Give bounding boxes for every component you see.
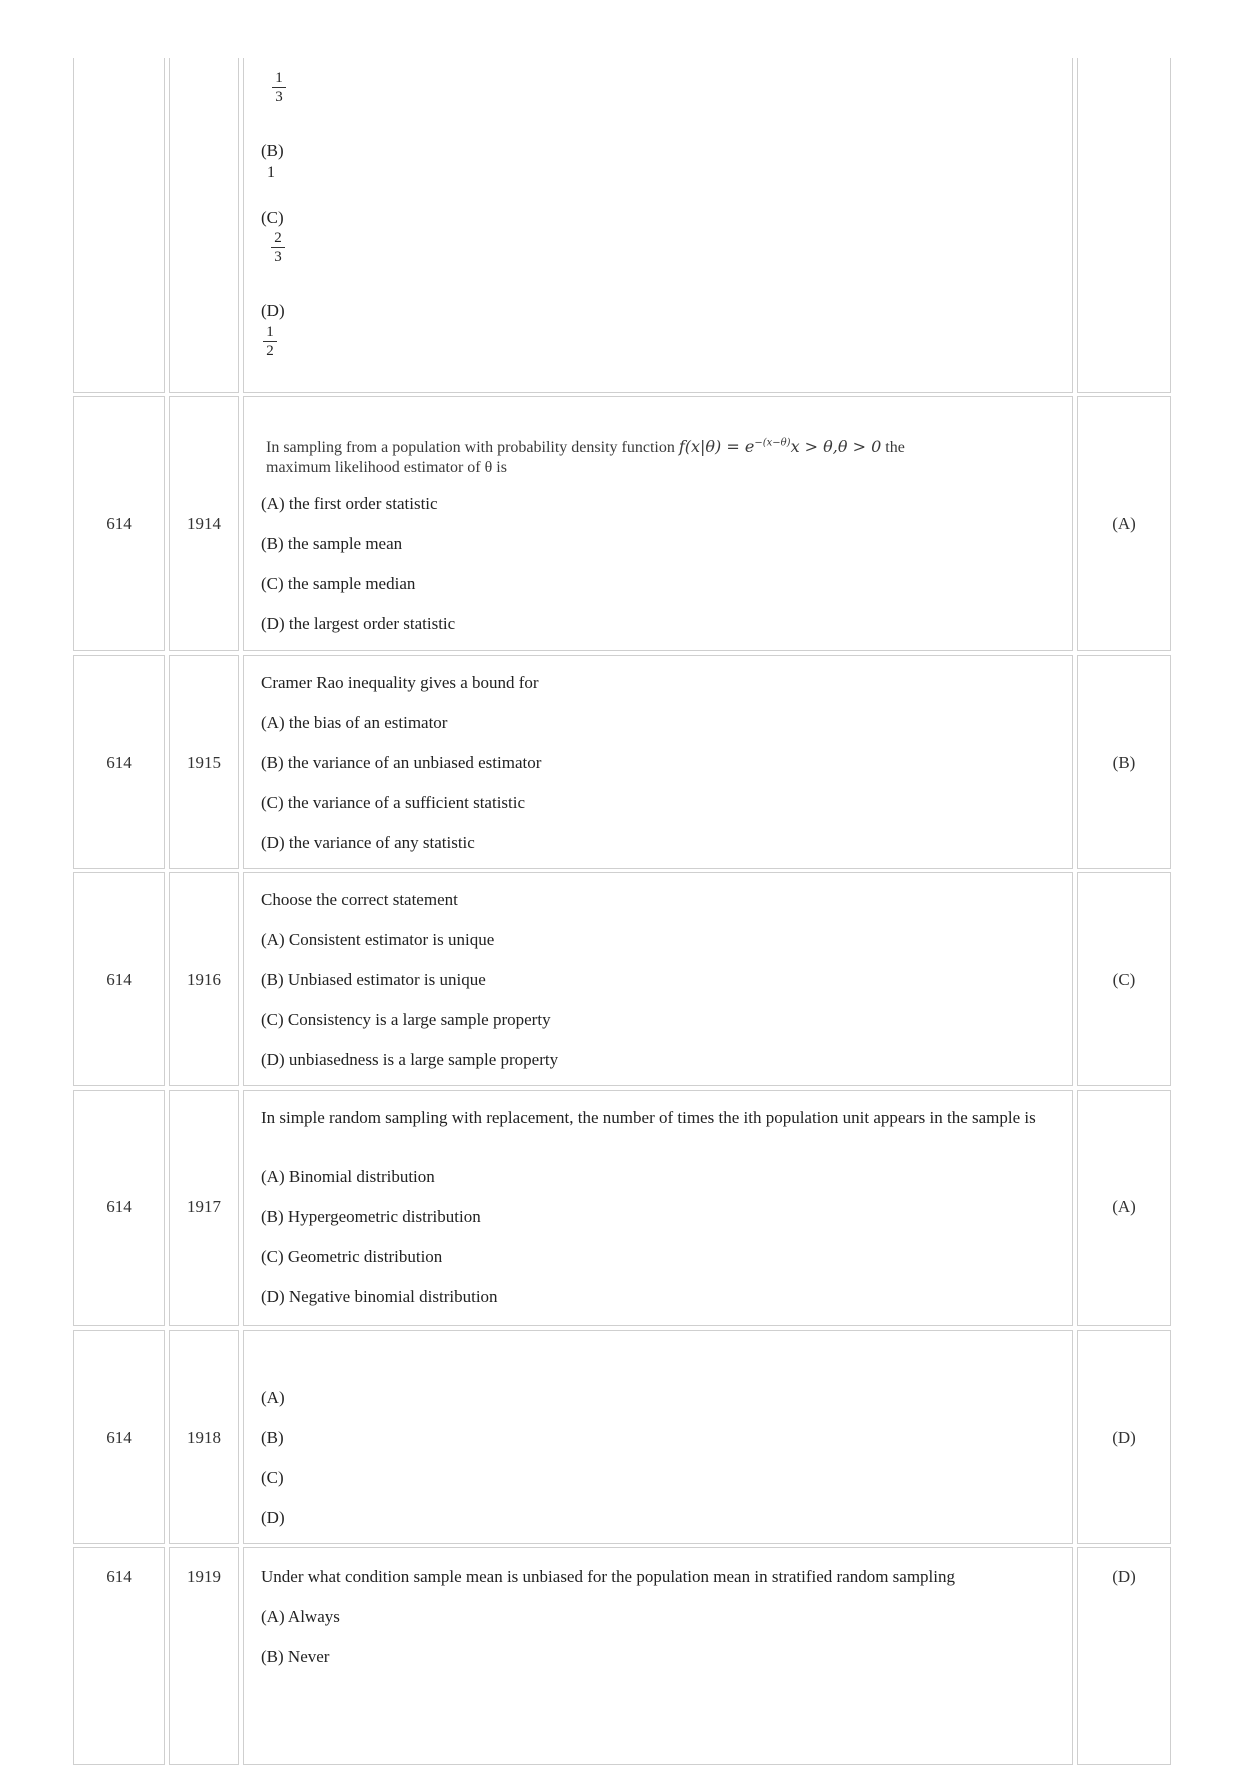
question-cell xyxy=(243,1090,1073,1326)
question-id-cell xyxy=(169,872,239,1086)
answer: (B) xyxy=(1112,753,1136,772)
option-b: (B) xyxy=(261,1428,284,1447)
option-c: (C) the variance of a sufficient statistic xyxy=(261,793,526,812)
question-id-cell xyxy=(169,58,239,393)
option-d: (D) xyxy=(261,1508,285,1527)
table-row xyxy=(0,1090,1240,1326)
option-a: (A) the bias of an estimator xyxy=(261,713,448,732)
fraction: 2 3 xyxy=(271,230,285,265)
question-text: Choose the correct statement xyxy=(261,890,458,909)
answer-cell xyxy=(1077,655,1171,869)
table-row xyxy=(0,1330,1240,1544)
module-number: 614 xyxy=(106,1567,132,1586)
table-row xyxy=(0,396,1240,651)
module-number: 614 xyxy=(106,514,132,533)
question-text: In simple random sampling with replacement, the number of times the ith population unit appears in the sample is xyxy=(261,1108,1036,1127)
answer: (C) xyxy=(1112,970,1136,989)
answer: (D) xyxy=(1112,1567,1136,1586)
question-cell xyxy=(243,655,1073,869)
question-id: 1917 xyxy=(187,1197,221,1216)
answer-cell xyxy=(1077,872,1171,1086)
module-number: 614 xyxy=(106,1197,132,1216)
option-c: (C) Geometric distribution xyxy=(261,1247,443,1266)
question-cell xyxy=(243,58,1073,393)
option-a: (A) Binomial distribution xyxy=(261,1167,435,1186)
question-cell xyxy=(243,396,1073,651)
answer-cell xyxy=(1077,58,1171,393)
option-a: (A) Always xyxy=(261,1607,340,1626)
question-id: 1915 xyxy=(187,753,221,772)
option-c-label: (C) xyxy=(261,208,284,227)
question-cell xyxy=(243,872,1073,1086)
option-b: (B) Unbiased estimator is unique xyxy=(261,970,486,989)
module-cell xyxy=(73,655,165,869)
question-cell xyxy=(243,1547,1073,1765)
question-id: 1919 xyxy=(187,1567,221,1586)
option-a: (A) the first order statistic xyxy=(261,494,438,513)
table-row xyxy=(0,1547,1240,1755)
question-id-cell xyxy=(169,1330,239,1544)
option-c: (C) the sample median xyxy=(261,574,416,593)
answer-cell xyxy=(1077,1330,1171,1544)
option-d-label: (D) xyxy=(261,301,285,320)
answer: (D) xyxy=(1112,1428,1136,1447)
module-number: 614 xyxy=(106,970,132,989)
question-image-text: In sampling from a population with probability density function $f(x|\theta) = e^{-(x-\theta)}x > \theta,\theta > 0$ the xyxy=(266,437,905,456)
module-cell xyxy=(73,1090,165,1326)
option-c: (C) Consistency is a large sample property xyxy=(261,1010,551,1029)
option-c: (C) xyxy=(261,1468,284,1487)
question-id: 1916 xyxy=(187,970,221,989)
option-b: (B) the sample mean xyxy=(261,534,403,553)
question-image-text-line2: maximum likelihood estimator of θ is xyxy=(266,459,507,476)
module-cell xyxy=(73,396,165,651)
fraction: 1 3 xyxy=(272,70,286,105)
option-b: (B) the variance of an unbiased estimator xyxy=(261,753,542,772)
question-text: Cramer Rao inequality gives a bound for xyxy=(261,673,539,692)
option-b-value: 1 xyxy=(267,164,275,181)
option-b: (B) Hypergeometric distribution xyxy=(261,1207,481,1226)
option-a: (A) Consistent estimator is unique xyxy=(261,930,495,949)
answer-cell xyxy=(1077,1090,1171,1326)
question-id-cell xyxy=(169,1090,239,1326)
option-b-label: (B) xyxy=(261,141,284,160)
answer-cell xyxy=(1077,396,1171,651)
module-number: 614 xyxy=(106,753,132,772)
module-cell xyxy=(73,1547,165,1765)
module-cell xyxy=(73,58,165,393)
question-id-cell xyxy=(169,1547,239,1765)
option-d: (D) unbiasedness is a large sample property xyxy=(261,1050,559,1069)
answer: (A) xyxy=(1112,514,1136,533)
question-id: 1918 xyxy=(187,1428,221,1447)
answer-cell xyxy=(1077,1547,1171,1765)
question-id-cell xyxy=(169,655,239,869)
question-text: Under what condition sample mean is unbiased for the population mean in stratified random sampling xyxy=(261,1567,956,1586)
fraction: 1 2 xyxy=(263,324,277,359)
option-a: (A) xyxy=(261,1388,285,1407)
answer: (A) xyxy=(1112,1197,1136,1216)
option-d: (D) the largest order statistic xyxy=(261,614,456,633)
question-id-cell xyxy=(169,396,239,651)
question-cell xyxy=(243,1330,1073,1544)
option-b: (B) Never xyxy=(261,1647,330,1666)
pdf-formula: $f(x|\theta) = e^{-(x-\theta)}x > \theta,\theta > 0$ xyxy=(678,437,882,456)
table-row xyxy=(0,655,1240,869)
question-id: 1914 xyxy=(187,514,221,533)
table-row xyxy=(0,58,1240,393)
module-cell xyxy=(73,1330,165,1544)
module-number: 614 xyxy=(106,1428,132,1447)
option-d: (D) Negative binomial distribution xyxy=(261,1287,498,1306)
option-d: (D) the variance of any statistic xyxy=(261,833,475,852)
table-row xyxy=(0,872,1240,1086)
module-cell xyxy=(73,872,165,1086)
